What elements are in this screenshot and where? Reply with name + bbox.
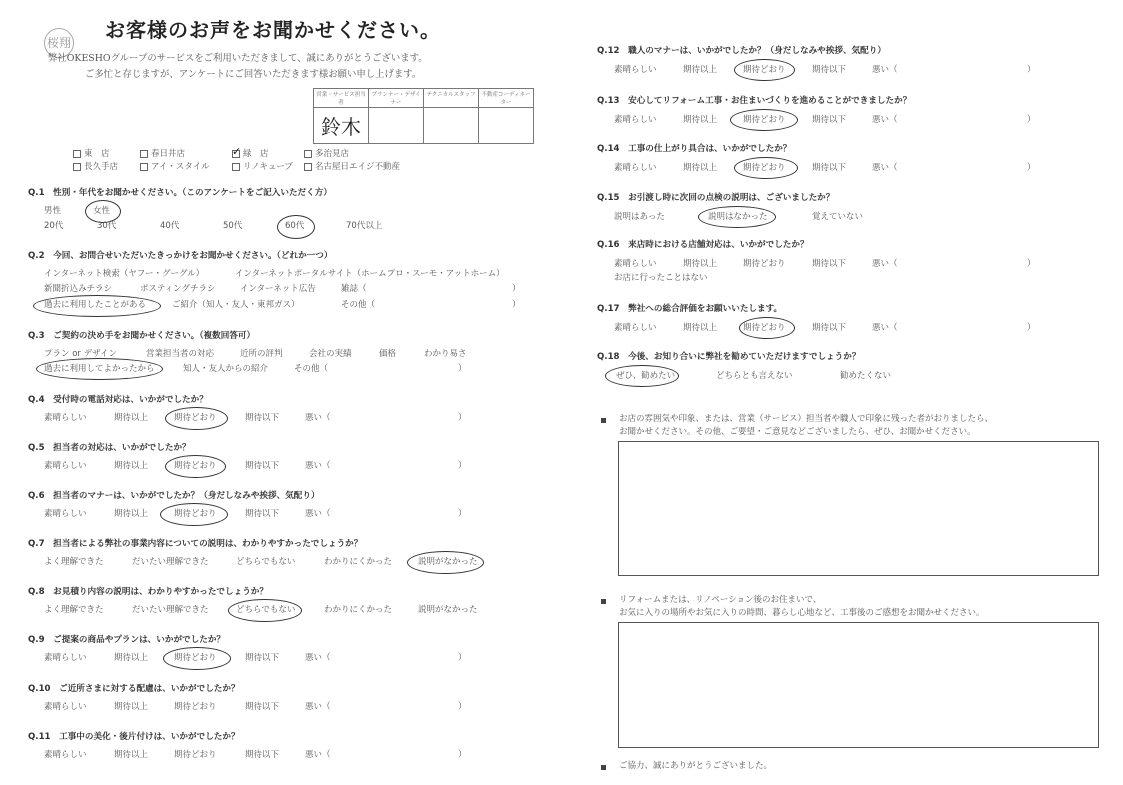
q14-option[interactable]: 期待以上 <box>683 163 718 173</box>
store-option-checked[interactable]: ✓ 緑 店 <box>232 144 269 159</box>
answer-circle <box>163 647 231 670</box>
q10-option[interactable]: 期待以上 <box>114 702 149 712</box>
q12-option[interactable]: 悪い（ <box>872 65 898 75</box>
q6-option[interactable]: 期待以上 <box>114 509 149 519</box>
staff-header: 営業・サービス担当者 <box>314 89 369 108</box>
staff-table <box>313 88 534 144</box>
q1-age-option[interactable]: 60代 <box>285 221 305 231</box>
q18-option[interactable]: ぜひ、勧めたい <box>616 371 676 381</box>
comment1-textarea[interactable] <box>618 441 1099 576</box>
q8-option[interactable]: 説明がなかった <box>418 605 478 615</box>
q14-option[interactable]: 期待以下 <box>812 163 847 173</box>
q13-label: Q.13 安心してリフォーム工事・お住まいづくりを進めることができましたか？ <box>597 96 912 106</box>
q12-option[interactable]: 期待どおり <box>743 65 786 75</box>
q13-option[interactable]: 期待以下 <box>812 115 847 125</box>
q17-option[interactable]: 期待どおり <box>743 323 786 333</box>
q16-option[interactable]: 期待以上 <box>683 259 718 269</box>
q8-option[interactable]: よく理解できた <box>44 605 104 615</box>
answer-circle <box>698 206 776 228</box>
q4-option[interactable]: 期待以下 <box>245 413 280 423</box>
q5-option[interactable]: 素晴らしい <box>44 461 87 471</box>
q4-label: Q.4 受付時の電話対応は、いかがでしたか？ <box>28 395 208 405</box>
q14-option[interactable]: 素晴らしい <box>614 163 657 173</box>
comment2-textarea[interactable] <box>618 622 1099 748</box>
q12-option[interactable]: 期待以下 <box>812 65 847 75</box>
q2-option[interactable]: インターネット広告 <box>240 284 316 294</box>
q13-bracket: ） <box>1027 115 1036 125</box>
q3-option[interactable]: 近所の評判 <box>240 349 283 359</box>
q10-bracket: ） <box>458 702 467 712</box>
q10-option[interactable]: 悪い（ <box>305 702 331 712</box>
q13-option[interactable]: 期待以上 <box>683 115 718 125</box>
answer-circle <box>730 109 798 131</box>
q13-option[interactable]: 素晴らしい <box>614 115 657 125</box>
q11-option[interactable]: 悪い（ <box>305 750 331 760</box>
q11-option[interactable]: 期待以上 <box>114 750 149 760</box>
q16-option[interactable]: 素晴らしい <box>614 259 657 269</box>
answer-circle <box>407 551 484 574</box>
store-option[interactable]: 春日井店 <box>140 149 185 160</box>
q11-option[interactable]: 期待どおり <box>174 750 217 760</box>
q2-option[interactable]: インターネット検索（ヤフー・グーグル） <box>44 269 205 279</box>
q6-label: Q.6 担当者のマナーは、いかがでしたか？（身だしなみや挨拶、気配り） <box>28 491 320 501</box>
q11-bracket: ） <box>458 750 467 760</box>
q17-label: Q.17 弊社への総合評価をお願いいたします。 <box>597 304 783 314</box>
q2-option[interactable]: ポスティングチラシ <box>140 284 216 294</box>
q9-bracket: ） <box>458 653 467 663</box>
q18-label: Q.18 今後、お知り合いに弊社を勧めていただけますでしょうか？ <box>597 352 861 362</box>
answer-circle <box>36 358 163 380</box>
store-option[interactable]: アイ・スタイル <box>140 162 210 173</box>
q2-option[interactable]: その他（ <box>341 300 376 310</box>
q2-option[interactable]: 過去に利用したことがある <box>44 300 147 310</box>
answer-circle <box>165 407 228 430</box>
q1-label: Q.1 性別・年代をお聞かせください。（このアンケートをご記入いただく方） <box>28 188 332 198</box>
q16-label: Q.16 来店時における店舗対応は、いかがでしたか？ <box>597 240 809 250</box>
staff-name[interactable] <box>369 108 424 144</box>
q2-bracket: ） <box>512 284 521 294</box>
q10-label: Q.10 ご近所さまに対する配慮は、いかがでしたか？ <box>28 684 240 694</box>
q12-bracket: ） <box>1027 65 1036 75</box>
comment2-prompt-1: リフォームまたは、リノベーション後のお住まいで、 <box>619 595 822 605</box>
answer-circle <box>228 599 302 622</box>
q4-option[interactable]: 期待どおり <box>174 413 217 423</box>
q7-option[interactable]: だいたい理解できた <box>132 557 209 567</box>
q5-label: Q.5 担当者の対応は、いかがでしたか？ <box>28 443 191 453</box>
q1-age-option[interactable]: 40代 <box>160 221 180 231</box>
q1-age-option[interactable]: 20代 <box>44 221 64 231</box>
q7-option[interactable]: どちらでもない <box>236 557 296 567</box>
q16-option[interactable]: 期待以下 <box>812 259 847 269</box>
q9-option[interactable]: 期待どおり <box>174 653 217 663</box>
q9-label: Q.9 ご提案の商品やプランは、いかがでしたか？ <box>28 635 226 645</box>
q10-option[interactable]: 期待以下 <box>245 702 280 712</box>
answer-circle <box>734 59 795 81</box>
q11-option[interactable]: 素晴らしい <box>44 750 87 760</box>
q3-option[interactable]: 価格 <box>379 349 397 359</box>
q10-option[interactable]: 素晴らしい <box>44 702 87 712</box>
q3-bracket: ） <box>458 364 467 374</box>
q6-option[interactable]: 素晴らしい <box>44 509 87 519</box>
store-option[interactable]: 多治見店 <box>304 149 349 160</box>
page-title: お客様のお声をお聞かせください。 <box>105 18 441 42</box>
q1-age-option[interactable]: 70代以上 <box>346 221 383 231</box>
answer-circle <box>739 317 795 339</box>
comment2-prompt-2: お気に入りの場所やお気に入りの時間、暮らし心地など、工事後のご感想をお聞かせください。 <box>619 608 985 618</box>
staff-header: プランナー・デザイナー <box>369 89 424 108</box>
q2-option[interactable]: 新聞折込みチラシ <box>44 284 113 294</box>
q6-option[interactable]: 悪い（ <box>305 509 331 519</box>
intro-line-1: 弊社OKESHOグループのサービスをご利用いただきまして、誠にありがとうございます。 <box>48 53 428 64</box>
q3-option[interactable]: 過去に利用してよかったから <box>44 364 155 374</box>
q13-option[interactable]: 悪い（ <box>872 115 898 125</box>
q15-option[interactable]: 説明はあった <box>614 212 665 222</box>
bullet-icon <box>601 418 606 423</box>
q16-option[interactable]: 悪い（ <box>872 259 898 269</box>
q18-option[interactable]: 勧めたくない <box>840 371 892 381</box>
comment1-prompt-2: お聞かせください。その他、ご要望・ご意見などございましたら、ぜひ、お聞かせください。 <box>619 427 976 437</box>
q16-option[interactable]: お店に行ったことはない <box>614 273 708 283</box>
q17-option[interactable]: 素晴らしい <box>614 323 657 333</box>
q10-option[interactable]: 期待どおり <box>174 702 217 712</box>
q5-option[interactable]: 期待以下 <box>245 461 280 471</box>
q5-option[interactable]: 期待以上 <box>114 461 149 471</box>
answer-circle <box>85 200 121 223</box>
store-option[interactable]: リノキューブ <box>232 162 293 173</box>
q8-option[interactable]: どちらでもない <box>236 605 296 615</box>
staff-name[interactable] <box>424 108 479 144</box>
q2-option[interactable]: ご紹介（知人・友人・東邦ガス） <box>172 300 300 310</box>
staff-header: テクニカルスタッフ <box>424 89 479 108</box>
q15-option[interactable]: 覚えていない <box>812 212 864 222</box>
q16-bracket: ） <box>1027 259 1036 269</box>
q4-option[interactable]: 期待以上 <box>114 413 149 423</box>
q3-option[interactable]: 知人・友人からの紹介 <box>183 364 269 374</box>
q12-option[interactable]: 素晴らしい <box>614 65 657 75</box>
q14-option[interactable]: 期待どおり <box>743 163 786 173</box>
q14-label: Q.14 工事の仕上がり具合は、いかがでしたか？ <box>597 144 792 154</box>
q1-gender-option[interactable]: 女性 <box>93 206 111 216</box>
staff-name[interactable] <box>479 108 534 144</box>
q8-option[interactable]: だいたい理解できた <box>132 605 209 615</box>
q17-bracket: ） <box>1027 323 1036 333</box>
answer-circle <box>33 295 161 317</box>
comment1-prompt-1: お店の雰囲気や印象、または、営業（サービス）担当者や職人で印象に残った者がおりましたら、 <box>619 414 994 424</box>
q6-option[interactable]: 期待以下 <box>245 509 280 519</box>
answer-circle <box>605 365 679 387</box>
q17-option[interactable]: 期待以下 <box>812 323 847 333</box>
q3-option[interactable]: その他（ <box>294 364 329 374</box>
answer-circle <box>734 157 798 179</box>
q9-option[interactable]: 悪い（ <box>305 653 331 663</box>
q8-option[interactable]: わかりにくかった <box>324 605 393 615</box>
q2-label: Q.2 今回、お問合せいただいたきっかけをお聞かせください。（どれか一つ） <box>28 251 333 261</box>
q17-option[interactable]: 悪い（ <box>872 323 898 333</box>
q3-option[interactable]: わかり易さ <box>424 349 467 359</box>
q11-label: Q.11 工事中の美化・後片付けは、いかがでしたか？ <box>28 732 240 742</box>
q1-gender-label: 男性 <box>44 206 62 216</box>
store-option[interactable]: 名古屋日エイジ不動産 <box>304 162 400 173</box>
q11-option[interactable]: 期待以下 <box>245 750 280 760</box>
q7-option[interactable]: わかりにくかった <box>324 557 393 567</box>
bullet-icon <box>601 765 606 770</box>
intro-line-2: ご多忙と存じますが、アンケートにご回答いただきます様お願い申し上げます。 <box>85 69 422 80</box>
answer-circle <box>160 503 228 526</box>
q2-option[interactable]: 雑誌（ <box>341 284 367 294</box>
footer-thanks: ご協力、誠にありがとうございました。 <box>619 761 773 771</box>
staff-header: 不動産コーディネーター <box>479 89 534 108</box>
q4-option[interactable]: 悪い（ <box>305 413 331 423</box>
q16-option[interactable]: 期待どおり <box>743 259 786 269</box>
q9-option[interactable]: 期待以上 <box>114 653 149 663</box>
q3-label: Q.3 ご契約の決め手をお聞かせください。（複数回答可） <box>28 331 256 341</box>
q14-option[interactable]: 悪い（ <box>872 163 898 173</box>
bullet-icon <box>601 599 606 604</box>
q9-option[interactable]: 素晴らしい <box>44 653 87 663</box>
q3-option[interactable]: プラン or デザイン <box>44 349 118 359</box>
q9-option[interactable]: 期待以下 <box>245 653 280 663</box>
q1-age-option[interactable]: 50代 <box>223 221 243 231</box>
q12-option[interactable]: 期待以上 <box>683 65 718 75</box>
q18-option[interactable]: どちらとも言えない <box>716 371 793 381</box>
q15-label: Q.15 お引渡し時に次回の点検の説明は、ございましたか？ <box>597 193 835 203</box>
answer-circle <box>277 215 315 239</box>
q12-label: Q.12 職人のマナーは、いかがでしたか？（身だしなみや挨拶、気配り） <box>597 46 886 56</box>
store-option[interactable]: 東 店 <box>73 149 110 160</box>
q15-option[interactable]: 説明はなかった <box>708 212 768 222</box>
q8-label: Q.8 お見積り内容の説明は、わかりやすかったでしょうか？ <box>28 587 268 597</box>
q4-bracket: ） <box>458 413 467 423</box>
q5-option[interactable]: 悪い（ <box>305 461 331 471</box>
q2-option[interactable]: インターネットポータルサイト（ホームプロ・スーモ・アットホーム） <box>235 269 505 279</box>
staff-name[interactable]: 鈴木 <box>314 108 369 144</box>
q13-option[interactable]: 期待どおり <box>743 115 786 125</box>
answer-circle <box>165 455 226 478</box>
q4-option[interactable]: 素晴らしい <box>44 413 87 423</box>
q5-bracket: ） <box>458 461 467 471</box>
q5-option[interactable]: 期待どおり <box>174 461 217 471</box>
q7-label: Q.7 担当者による弊社の事業内容についての説明は、わかりやすかったでしょうか？ <box>28 539 363 549</box>
q6-bracket: ） <box>458 509 467 519</box>
company-logo: 桜翔 <box>44 28 74 58</box>
q14-bracket: ） <box>1027 163 1036 173</box>
q3-option[interactable]: 会社の実績 <box>309 349 352 359</box>
q7-option[interactable]: よく理解できた <box>44 557 104 567</box>
q6-option[interactable]: 期待どおり <box>174 509 217 519</box>
q2-bracket: ） <box>512 300 521 310</box>
q1-age-option[interactable]: 30代 <box>97 221 117 231</box>
q17-option[interactable]: 期待以上 <box>683 323 718 333</box>
store-option[interactable]: 長久手店 <box>73 162 118 173</box>
q7-option[interactable]: 説明がなかった <box>418 557 478 567</box>
q3-option[interactable]: 営業担当者の対応 <box>146 349 215 359</box>
